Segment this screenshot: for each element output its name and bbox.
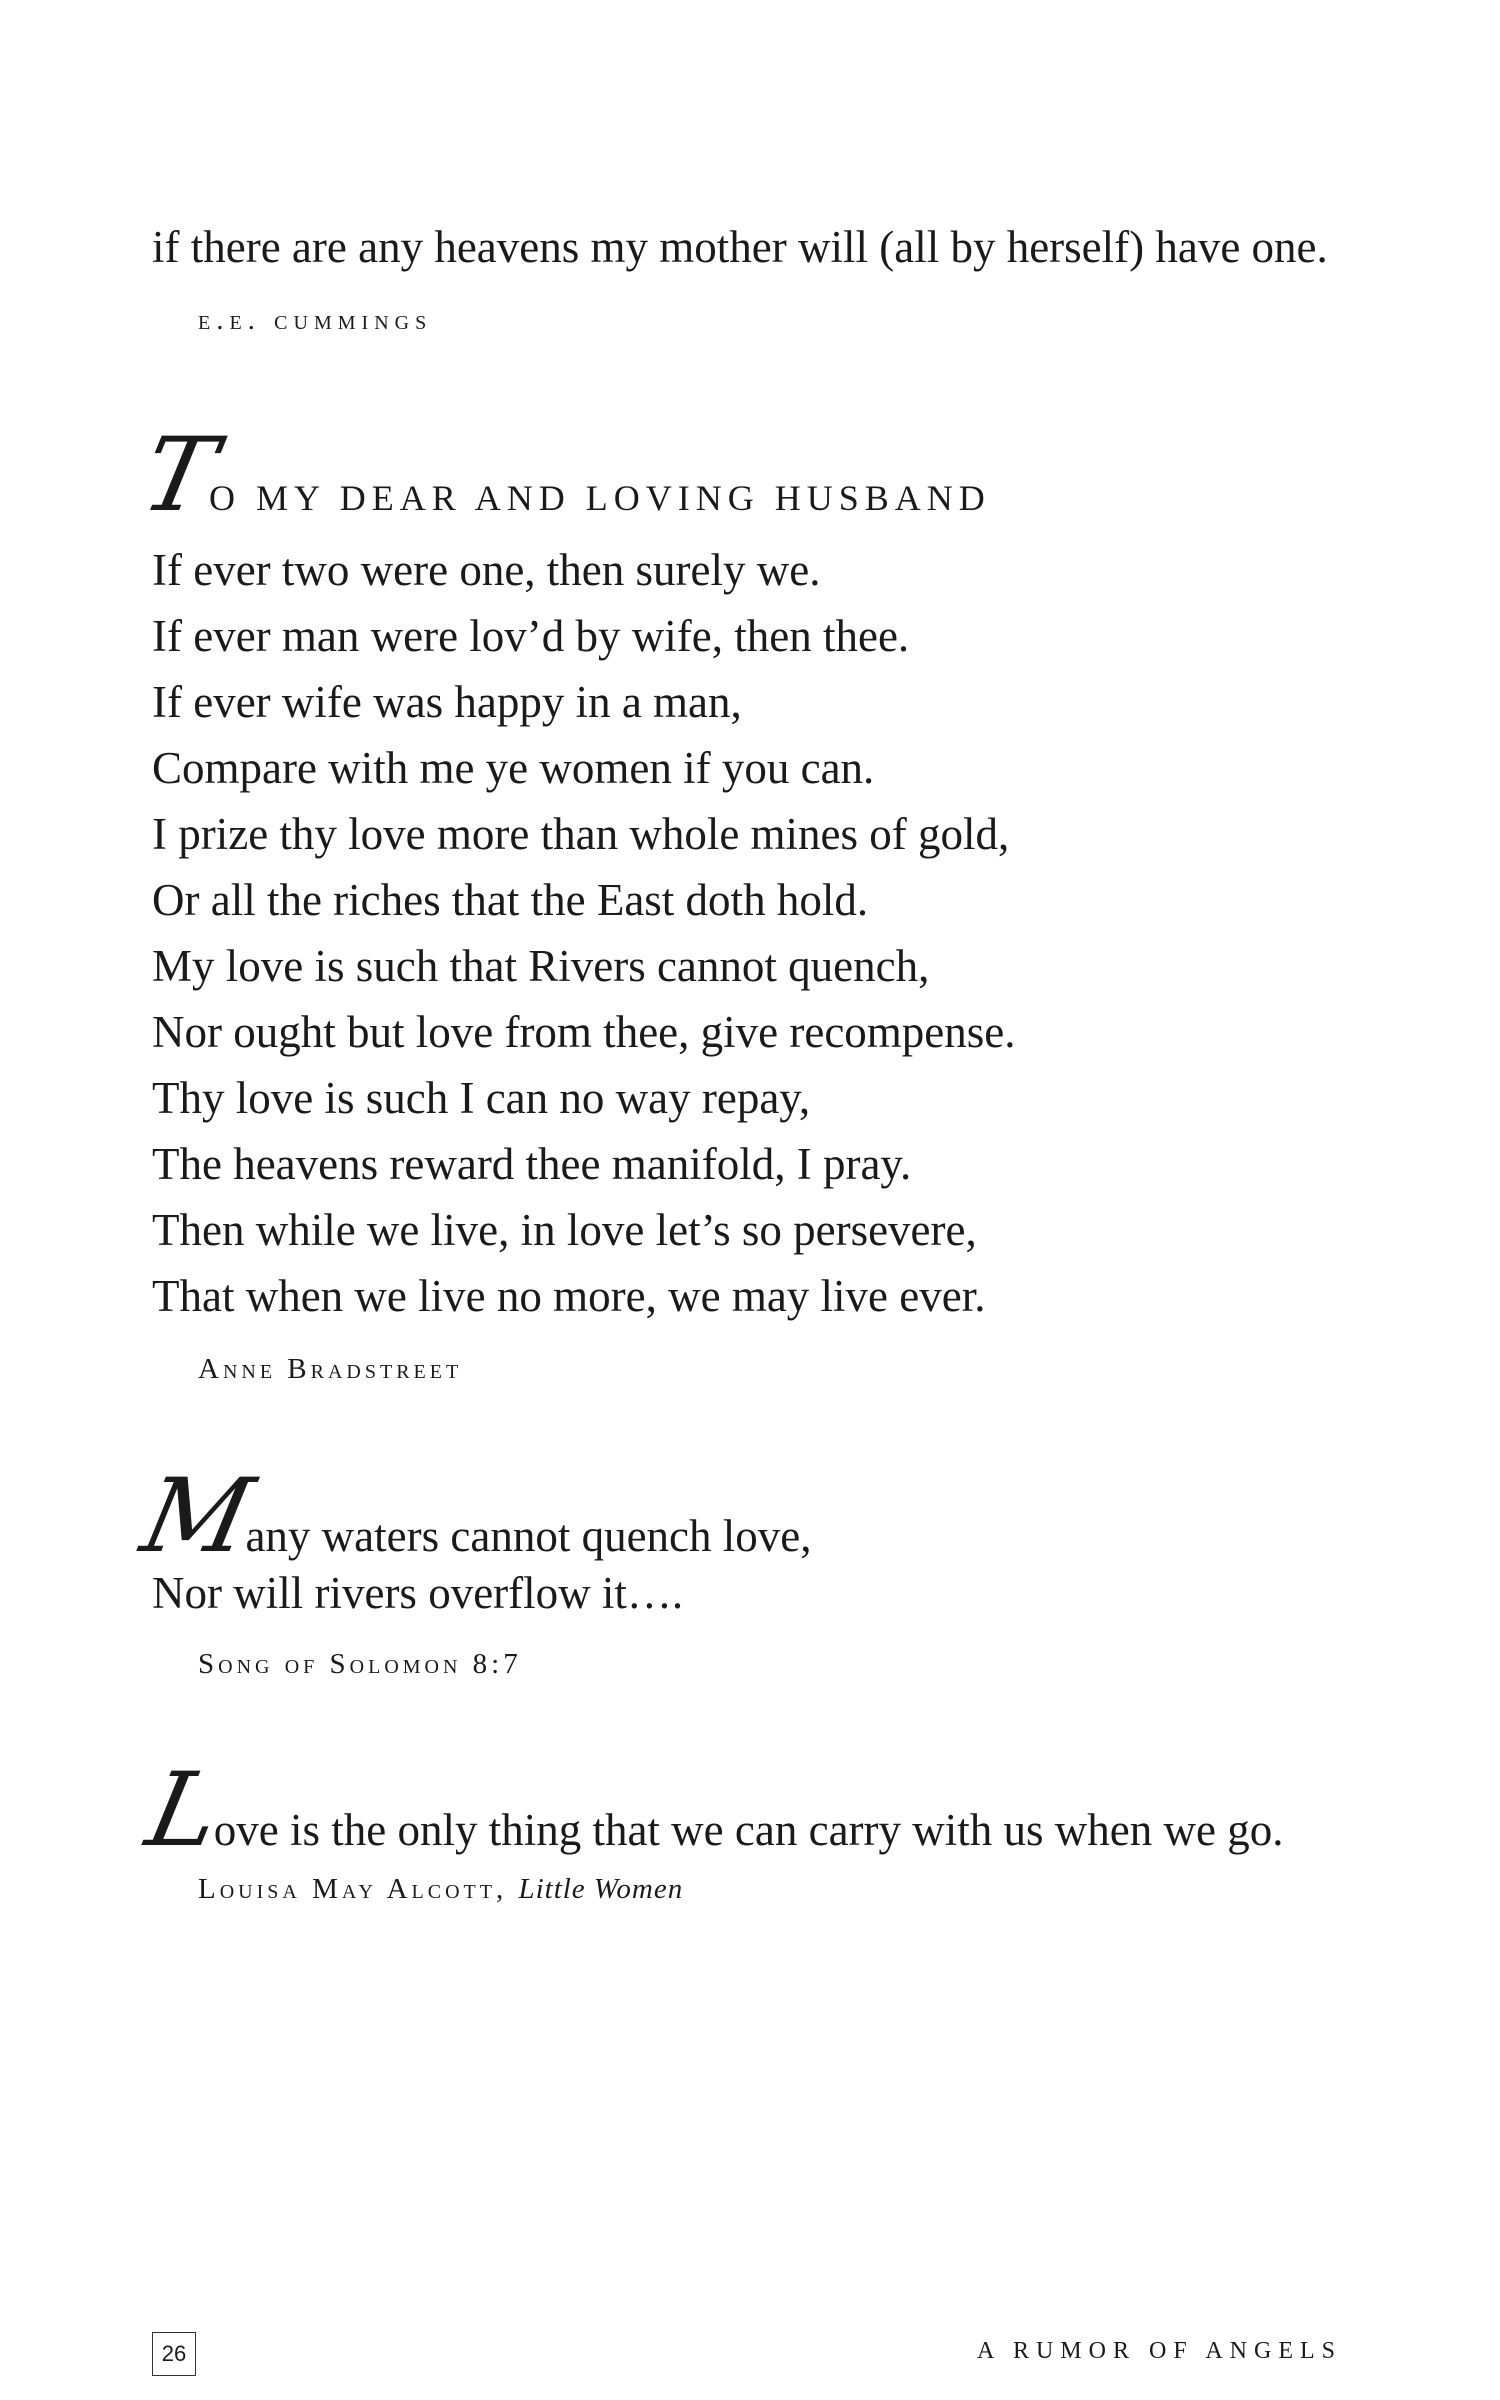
solomon-line-1-text: any waters cannot quench love, [245, 1511, 812, 1561]
poem-line: Or all the riches that the East doth hold. [152, 875, 869, 925]
poem-attribution: Anne Bradstreet [198, 1353, 463, 1385]
alcott-attribution [198, 1873, 1360, 1906]
alcott-attribution-name: Louisa May Alcott, [198, 1873, 508, 1905]
running-footer-title: A RUMOR OF ANGELS [976, 2338, 1342, 2364]
poem-heading [132, 416, 1360, 535]
alcott-attribution-title: Little Women [518, 1873, 684, 1905]
poem-line: That when we live no more, we may live ever. [152, 1271, 986, 1321]
poem-heading-initial: T [132, 416, 226, 535]
poem-line: Nor ought but love from thee, give recompense. [152, 1007, 1016, 1057]
poem-attribution-block [152, 1353, 1360, 1386]
solomon-attribution: Song of Solomon 8:7 [198, 1648, 522, 1680]
poem-line: If ever man were lov’d by wife, then thee. [152, 611, 910, 661]
poem-line: If ever two were one, then surely we. [152, 545, 821, 595]
solomon-initial: M [132, 1457, 263, 1576]
epigraph-attribution: e.e. cummings [198, 304, 433, 336]
solomon-attribution-block [152, 1648, 1360, 1681]
poem-line: The heavens reward thee manifold, I pray. [152, 1139, 912, 1189]
epigraph [152, 214, 1360, 280]
poem-line: I prize thy love more than whole mines of gold, [152, 809, 1010, 859]
alcott-line-text: ove is the only thing that we can carry with us when we go. [213, 1805, 1284, 1855]
alcott-attribution-block [152, 1873, 1360, 1906]
epigraph-attribution-block [152, 304, 1360, 337]
alcott-quote [137, 1751, 1360, 1875]
poem-line: Then while we live, in love let’s so persevere, [152, 1205, 977, 1255]
poem-heading-text: O MY DEAR AND LOVING HUSBAND [209, 478, 991, 518]
solomon-quote-cont [152, 1560, 1360, 1626]
solomon-line-2: Nor will rivers overflow it…. [152, 1568, 684, 1618]
poem-line: Thy love is such I can no way repay, [152, 1073, 811, 1123]
alcott-line [137, 1751, 1360, 1875]
alcott-initial: L [137, 1751, 231, 1870]
poem-line: If ever wife was happy in a man, [152, 677, 742, 727]
epigraph-text: if there are any heavens my mother will (all by herself) have one. [152, 222, 1328, 272]
poem-line: Compare with me ye women if you can. [152, 743, 875, 793]
poem-body [152, 537, 1360, 1329]
page-number: 26 [152, 2332, 196, 2376]
poem-line: My love is such that Rivers cannot quench, [152, 941, 930, 991]
